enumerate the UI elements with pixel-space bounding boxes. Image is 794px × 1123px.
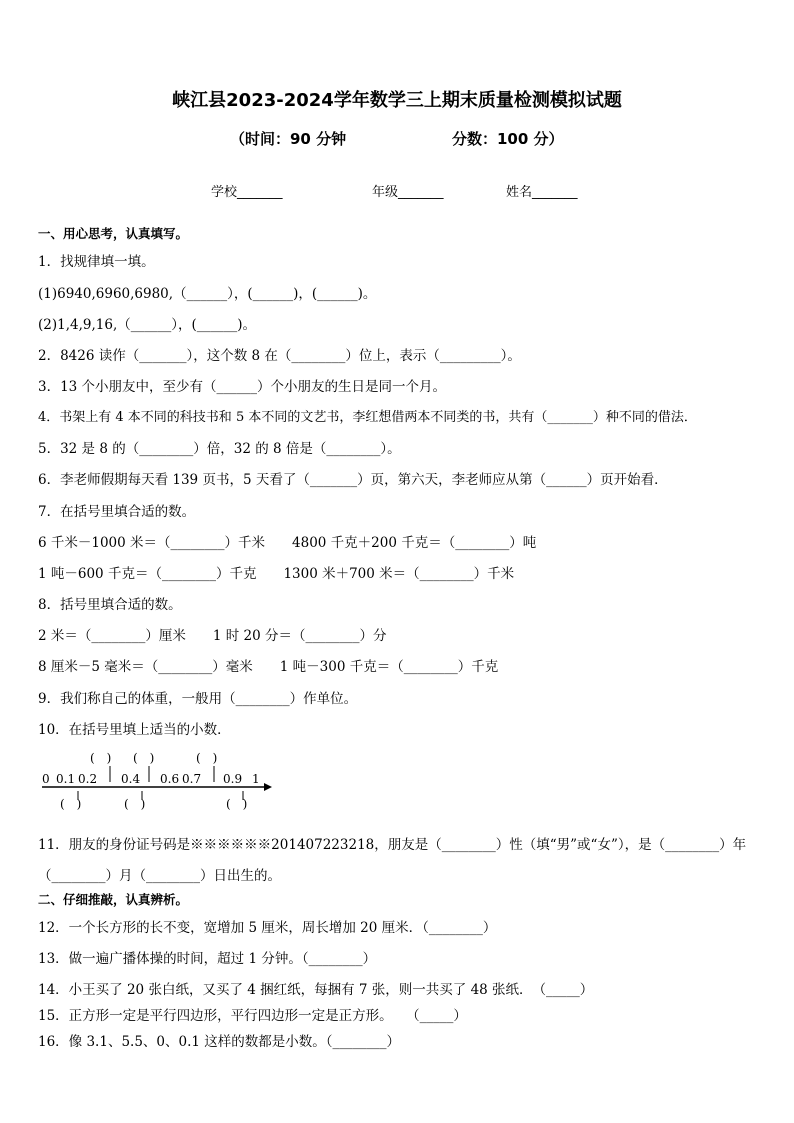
question-8: 8．括号里填合适的数。 [38,597,182,613]
total-score: 分数：100 分） [452,130,564,148]
question-8-row-2: 8 厘米－5 毫米＝（________）毫米 1 吨－300 千克＝（________）千克 [38,659,499,675]
question-2: 2．8426 读作（_______），这个数 8 在（________）位上，表示（_________）。 [38,348,521,364]
question-6: 6．李老师假期每天看 139 页书，5 天看了（_______）页，第六天，李老师应从第（______）页开始看． [38,472,668,488]
question-15: 15．正方形一定是平行四边形，平行四边形一定是正方形。 （_____） [38,1008,467,1024]
number-line-figure [38,748,278,812]
tick-label-1: 1 [252,772,260,786]
number-line-arrow [264,783,272,791]
blank-lower-3: ( ) [226,797,248,811]
tick-label-0-7: 0.7 [182,772,202,786]
question-11-continued: （________）月（________）日出生的。 [38,868,281,884]
grade-field: 年级_______ [372,185,444,200]
blank-upper-3: ( ) [196,751,218,765]
question-9: 9．我们称自己的体重，一般用（________）作单位。 [38,691,358,707]
section-2-heading: 二、仔细推敲，认真辨析。 [38,892,189,907]
question-1-part-1: (1)6940,6960,6980,（______），(______)，(______)。 [38,286,377,302]
page-title: 峡江县2023-2024学年数学三上期末质量检测模拟试题 [172,90,622,111]
question-3: 3．13 个小朋友中，至少有（______）个小朋友的生日是同一个月。 [38,379,447,395]
question-1-part-2: (2)1,4,9,16,（______），(______)。 [38,317,257,333]
question-13: 13．做一遍广播体操的时间，超过 1 分钟。（________） [38,951,377,967]
question-7: 7．在括号里填合适的数。 [38,504,196,520]
question-16: 16．像 3.1、5.5、0、0.1 这样的数都是小数。（________） [38,1034,401,1050]
tick-label-0-9: 0.9 [223,772,243,786]
question-11: 11．朋友的身份证号码是※※※※※※201407223218，朋友是（________）性（填“男”或“女”），是（________）年 [38,837,747,853]
tick-label-0-1: 0.1 [56,772,76,786]
tick-label-0: 0 [42,772,50,786]
tick-label-0-2: 0.2 [78,772,98,786]
tick-label-0-4: 0.4 [121,772,141,786]
blank-upper-1: ( ) [90,751,112,765]
time-limit: （时间：90 分钟 [230,130,347,148]
question-7-row-2: 1 吨－600 千克＝（________）千克 1300 米＋700 米＝（________）千米 [38,566,515,582]
name-field: 姓名_______ [506,185,578,200]
question-14: 14．小王买了 20 张白纸，又买了 4 捆红纸，每捆有 7 张，则一共买了 48 张纸． （_____） [38,982,594,998]
question-12: 12．一个长方形的长不变，宽增加 5 厘米，周长增加 20 厘米．（________） [38,920,497,936]
question-10: 10．在括号里填上适当的小数． [38,722,231,738]
blank-lower-1: ( ) [60,797,82,811]
question-1: 1．找规律填一填。 [38,254,155,270]
question-7-row-1: 6 千米－1000 米＝（________）千米 4800 千克＋200 千克＝（________）吨 [38,535,537,551]
school-field: 学校_______ [211,185,283,200]
question-4: 4．书架上有 4 本不同的科技书和 5 本不同的文艺书，李红想借两本不同类的书，共有（_______）种不同的借法． [38,410,697,425]
question-8-row-1: 2 米＝（________）厘米 1 时 20 分＝（________）分 [38,628,387,644]
blank-lower-2: ( ) [124,797,146,811]
blank-upper-2: ( ) [133,751,155,765]
section-1-heading: 一、用心思考，认真填写。 [38,226,189,241]
tick-label-0-6: 0.6 [160,772,180,786]
question-5: 5．32 是 8 的（________）倍，32 的 8 倍是（________）。 [38,441,401,457]
